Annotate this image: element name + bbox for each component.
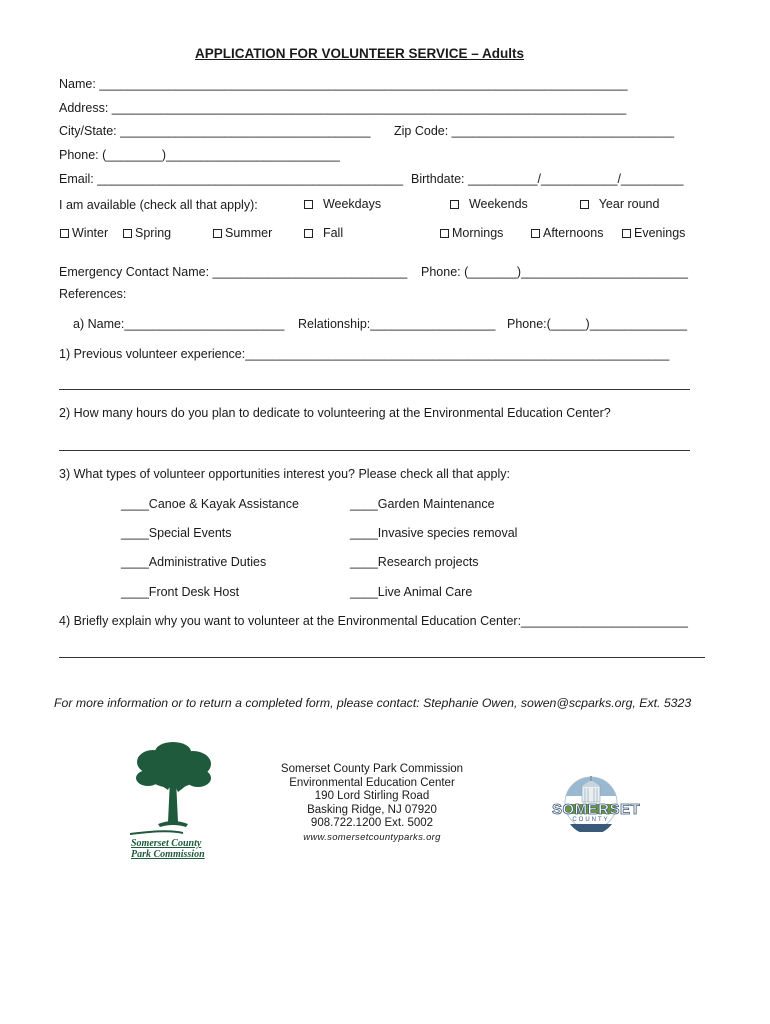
address-line-4: Basking Ridge, NJ 07920 — [307, 803, 437, 816]
reference-phone-field[interactable]: Phone:(_____)______________ — [507, 317, 688, 331]
logo-right-line1: SOMERSET — [552, 801, 641, 818]
form-title: APPLICATION FOR VOLUNTEER SERVICE – Adults — [195, 46, 525, 61]
checkbox-year-round[interactable]: Year round — [580, 197, 659, 212]
option-invasive-species[interactable]: ____Invasive species removal — [350, 526, 518, 540]
checkbox-afternoons[interactable]: Afternoons — [531, 226, 603, 241]
logo-right-line2: COUNTY — [572, 817, 610, 823]
option-administrative-duties[interactable]: ____Administrative Duties — [121, 555, 267, 569]
option-live-animal-care[interactable]: ____Live Animal Care — [350, 585, 473, 599]
birthdate-field[interactable]: Birthdate: __________/___________/_________ — [411, 172, 684, 186]
address-line-2: Environmental Education Center — [289, 776, 455, 789]
option-special-events[interactable]: ____Special Events — [121, 526, 232, 540]
checkbox-icon[interactable] — [450, 200, 459, 209]
option-research-projects[interactable]: ____Research projects — [350, 555, 479, 569]
phone-field[interactable]: Phone: (________)_________________________ — [59, 148, 340, 162]
checkbox-spring[interactable]: Spring — [123, 226, 171, 241]
checkbox-icon[interactable] — [531, 229, 540, 238]
question-3: 3) What types of volunteer opportunities interest you? Please check all that apply: — [59, 467, 510, 481]
logo-left-line2: Park Commission — [131, 849, 205, 860]
checkbox-mornings[interactable]: Mornings — [440, 226, 503, 241]
question-4[interactable]: 4) Briefly explain why you want to volunteer at the Environmental Education Center:________________________ — [59, 614, 688, 628]
checkbox-icon[interactable] — [440, 229, 449, 238]
option-front-desk-host[interactable]: ____Front Desk Host — [121, 585, 240, 599]
question-2: 2) How many hours do you plan to dedicate to volunteering at the Environmental Education Center? — [59, 406, 611, 420]
name-field[interactable]: Name: ____________________________________________________________________________ — [59, 77, 628, 91]
email-field[interactable]: Email: ____________________________________________ — [59, 172, 404, 186]
answer-line-1[interactable] — [59, 389, 690, 390]
checkbox-evenings[interactable]: Evenings — [622, 226, 685, 241]
emergency-contact-field[interactable]: Emergency Contact Name: ____________________________ — [59, 265, 408, 279]
reference-name-field[interactable]: a) Name:_______________________ — [73, 317, 285, 331]
checkbox-icon[interactable] — [304, 200, 313, 209]
emergency-phone-field[interactable]: Phone: (_______)________________________ — [421, 265, 688, 279]
option-garden-maintenance[interactable]: ____Garden Maintenance — [350, 497, 495, 511]
tree-icon — [128, 740, 218, 835]
website-link[interactable]: www.somersetcountyparks.org — [303, 831, 441, 843]
reference-relationship-field[interactable]: Relationship:__________________ — [298, 317, 496, 331]
checkbox-icon[interactable] — [622, 229, 631, 238]
option-canoe-kayak[interactable]: ____Canoe & Kayak Assistance — [121, 497, 299, 511]
checkbox-winter[interactable]: Winter — [60, 226, 108, 241]
question-1[interactable]: 1) Previous volunteer experience:_____________________________________________________________ — [59, 347, 670, 361]
checkbox-weekends[interactable]: Weekends — [450, 197, 528, 212]
zip-code-field[interactable]: Zip Code: ________________________________ — [394, 124, 675, 138]
checkbox-icon[interactable] — [213, 229, 222, 238]
availability-prompt: I am available (check all that apply): — [59, 198, 258, 212]
answer-line-2[interactable] — [59, 450, 690, 451]
address-block — [262, 763, 482, 845]
checkbox-weekdays[interactable]: Weekdays — [304, 197, 381, 212]
logo-left-line1: Somerset County — [131, 838, 202, 849]
checkbox-icon[interactable] — [60, 229, 69, 238]
city-state-field[interactable]: City/State: ____________________________________ — [59, 124, 371, 138]
checkbox-summer[interactable]: Summer — [213, 226, 272, 241]
contact-note: For more information or to return a completed form, please contact: Stephanie Owen, sowen@scparks.org, Ext. 5323 — [54, 696, 692, 710]
somerset-county-logo — [552, 774, 641, 832]
answer-line-4[interactable] — [59, 657, 705, 658]
references-label: References: — [59, 287, 127, 301]
address-line-1: Somerset County Park Commission — [280, 763, 464, 775]
checkbox-icon[interactable] — [580, 200, 589, 209]
address-field[interactable]: Address: __________________________________________________________________________ — [59, 101, 627, 115]
address-line-5: 908.722.1200 Ext. 5002 — [310, 817, 434, 829]
address-line-3: 190 Lord Stirling Road — [314, 790, 430, 802]
checkbox-icon[interactable] — [304, 229, 313, 238]
park-commission-logo — [128, 740, 218, 865]
checkbox-icon[interactable] — [123, 229, 132, 238]
checkbox-fall[interactable]: Fall — [304, 226, 343, 241]
